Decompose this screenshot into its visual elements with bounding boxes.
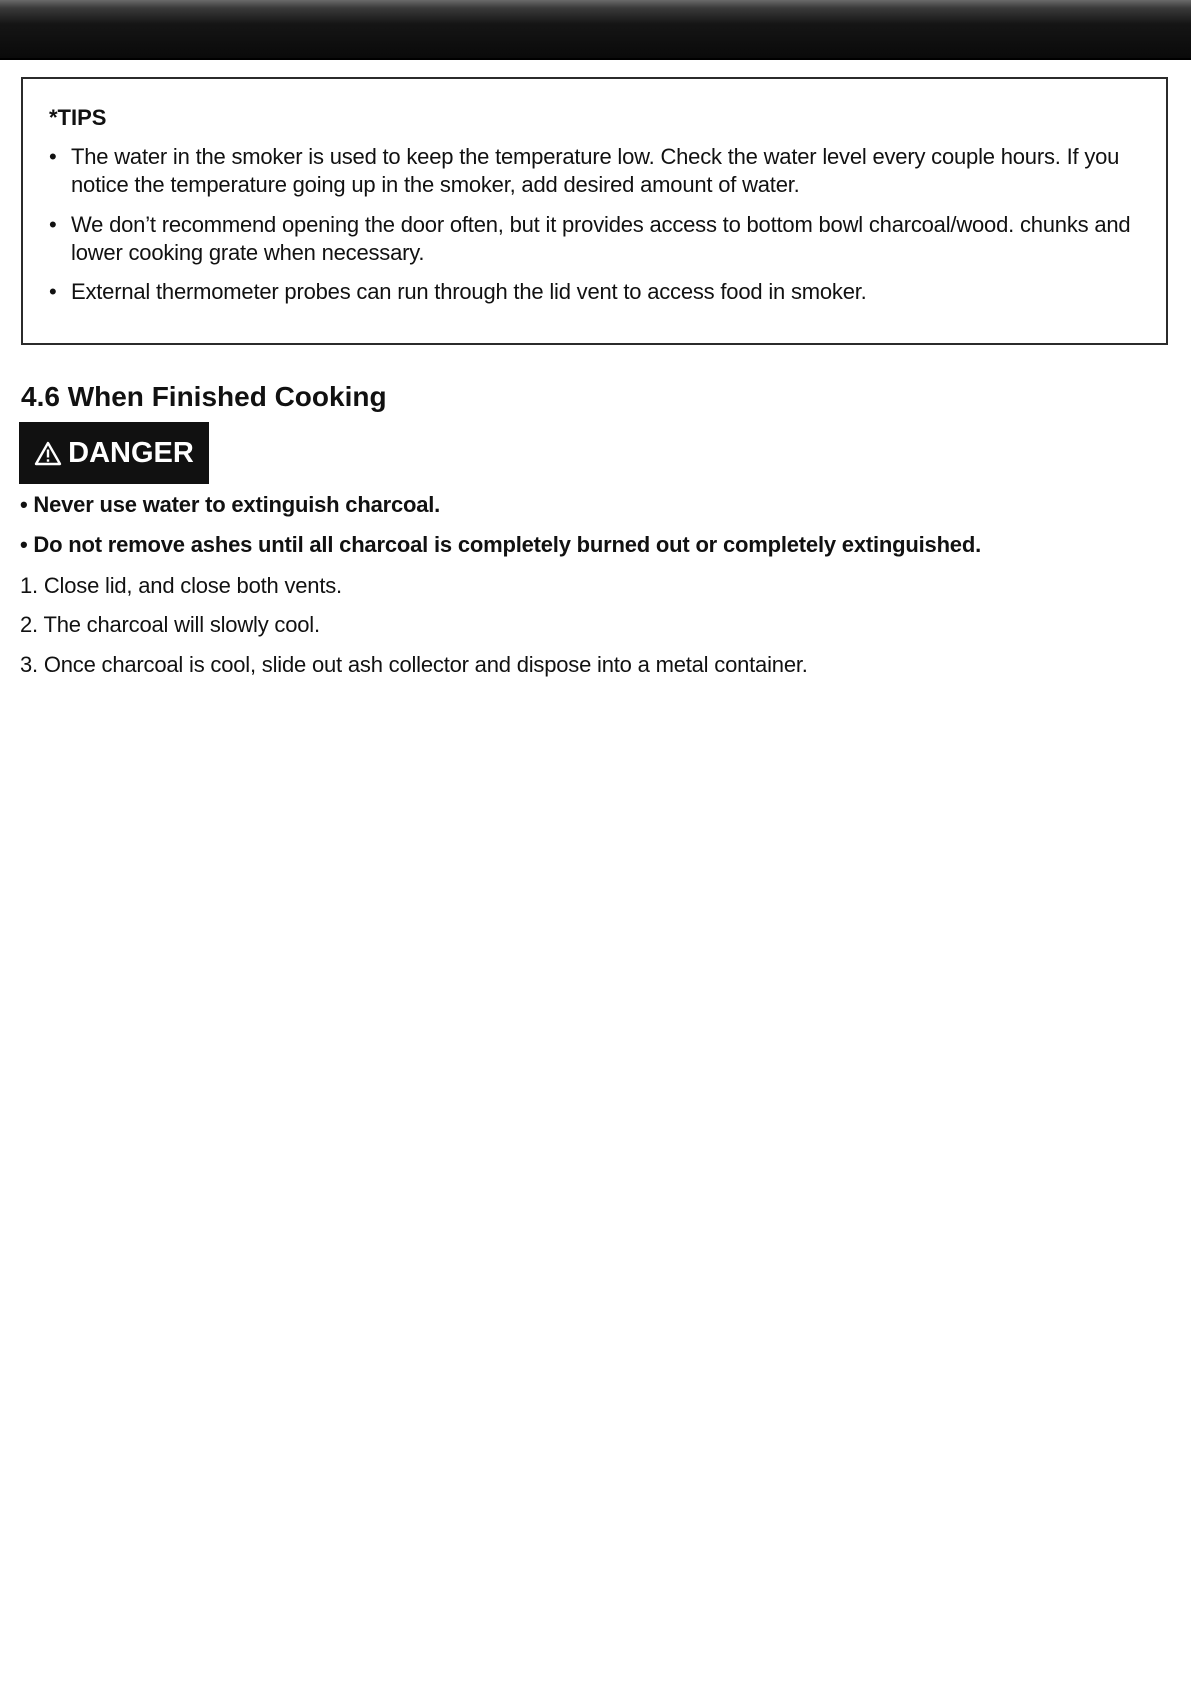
warning-text: Never use water to extinguish charcoal.: [33, 492, 441, 517]
bullet-icon: •: [49, 212, 57, 237]
tips-title: *TIPS: [49, 105, 107, 130]
tip-item: [49, 143, 1151, 199]
danger-label: DANGER: [68, 436, 194, 469]
bullet-icon: •: [49, 279, 57, 304]
tip-item: [49, 278, 1151, 306]
danger-badge: [19, 422, 209, 484]
bullet-icon: •: [20, 492, 34, 517]
step-item: 2. The charcoal will slowly cool.: [20, 612, 320, 637]
tip-text: We don’t recommend opening the door often, but it provides access to bottom bowl charcoal/wood. chunks and lower cooking grate when necessary.: [71, 212, 1131, 265]
warning-item: [20, 532, 981, 558]
bullet-icon: •: [20, 532, 34, 557]
tip-item: [49, 211, 1151, 267]
step-item: 1. Close lid, and close both vents.: [20, 573, 342, 598]
step-item: 3. Once charcoal is cool, slide out ash collector and dispose into a metal container.: [20, 652, 808, 677]
section-heading: 4.6 When Finished Cooking: [21, 381, 387, 412]
warning-text: Do not remove ashes until all charcoal is completely burned out or completely extinguished.: [33, 532, 981, 557]
bullet-icon: •: [49, 144, 57, 169]
header-bar: [0, 0, 1191, 60]
tip-text: External thermometer probes can run through the lid vent to access food in smoker.: [71, 279, 867, 304]
tips-box: [21, 77, 1168, 345]
tip-text: The water in the smoker is used to keep the temperature low. Check the water level every couple hours. If you notice the temperature going up in the smoker, add desired amount of water.: [71, 144, 1120, 197]
warning-item: [20, 492, 440, 518]
warning-icon: [34, 441, 62, 466]
